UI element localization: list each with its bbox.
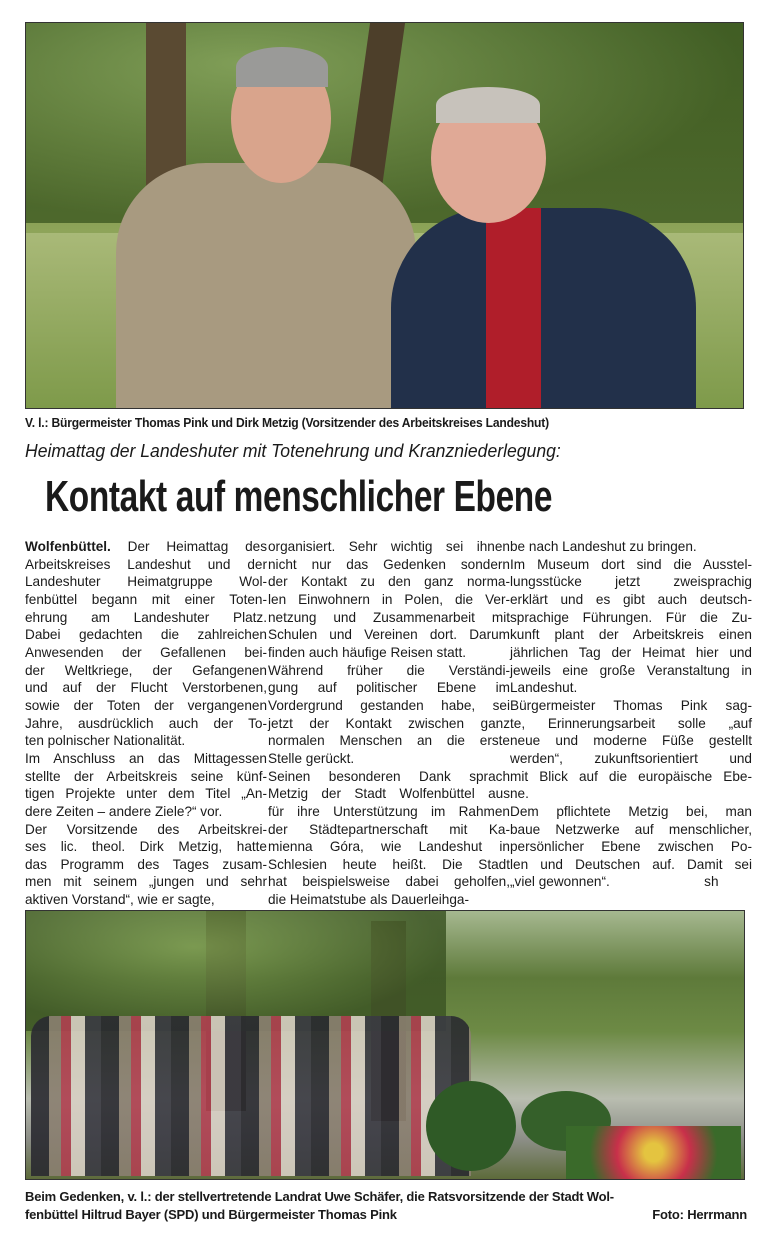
article-line: die Heimatstube als Dauerleihga-	[268, 892, 469, 908]
article-line: Dem pflichtete Metzig bei, man	[510, 803, 752, 819]
article-line: Stelle gerückt.	[268, 750, 355, 766]
article-line: len Einwohnern in Polen, die Ver-	[268, 591, 510, 607]
article-line: Wolfenbüttel. Der Heimattag des	[25, 539, 267, 554]
article-line: Metzig der Stadt Wolfenbüttel aus	[268, 786, 510, 802]
article-line: Im Anschluss an das Mittagessen	[25, 750, 267, 766]
top-photo-caption: V. l.: Bürgermeister Thomas Pink und Dirk Metzig (Vorsitzender des Arbeitskreises Landeshut)	[25, 415, 549, 430]
article-line: für ihre Unterstützung im Rahmen	[268, 803, 510, 819]
article-line: Dabei gedachten die zahlreichen	[25, 627, 267, 643]
article-line: persönlicher Ebene zwischen Po-	[510, 839, 752, 855]
article-line: „viel gewonnen“. sh	[510, 874, 719, 890]
article-line: jährlichen Tag der Heimat hier und	[510, 644, 752, 660]
article-line: der Weltkriege, der Gefangenen	[25, 662, 267, 678]
article-column-1	[25, 538, 267, 909]
article-line: mienna Góra, wie Landeshut in	[268, 839, 510, 855]
bottom-photo-caption	[25, 1188, 747, 1224]
photo-credit: Foto: Herrmann	[652, 1207, 747, 1222]
article-line: Arbeitskreises Landeshut und der	[25, 556, 267, 572]
article-line: hat beispielsweise dabei geholfen,	[268, 874, 510, 890]
article-line: aktiven Vorstand“, wie er sagte,	[25, 892, 215, 908]
article-line: Landeshut.	[510, 680, 578, 696]
article-line: fenbüttel begann mit einer Toten-	[25, 591, 267, 607]
article-line: ne.	[510, 786, 529, 802]
article-column-3	[510, 538, 752, 891]
article-line: men mit seinem „jungen und sehr	[25, 874, 267, 890]
article-line: ehrung am Landeshuter Platz.	[25, 609, 267, 625]
article-line: nicht nur das Gedenken sondern	[268, 556, 510, 572]
article-dateline: Wolfenbüttel.	[25, 539, 111, 554]
article-headline: Kontakt auf menschlicher Ebene	[45, 472, 553, 521]
article-line: das Programm des Tages zusam-	[25, 856, 267, 872]
article-line: ses lic. theol. Dirk Metzig, hatte	[25, 839, 267, 855]
article-line: Der Vorsitzende des Arbeitskrei-	[25, 821, 267, 837]
article-line: organisiert. Sehr wichtig sei ihnen	[268, 539, 510, 554]
article-line: stellte der Arbeitskreis seine künf-	[25, 768, 267, 784]
article-line: netzung und Zusammenarbeit mit	[268, 609, 510, 625]
article-line: erklärt und es gibt auch deutsch-	[510, 591, 752, 607]
article-line: Schulen und Vereinen dort. Darum	[268, 627, 510, 643]
article-line: be nach Landeshut zu bringen.	[510, 539, 697, 554]
article-line: werden“, zukunftsorientiert und	[510, 750, 752, 766]
article-line: der Städtepartnerschaft mit Ka-	[268, 821, 510, 837]
article-line: Anwesenden der Gefallenen bei-	[25, 644, 267, 660]
article-line: Schlesien heute heißt. Die Stadt	[268, 856, 510, 872]
article-line: ten polnischer Nationalität.	[25, 733, 186, 749]
article-line: jetzt der Kontakt zwischen ganz	[268, 715, 510, 731]
article-line: mit Blick auf die europäische Ebe-	[510, 768, 752, 784]
article-line: gung auf politischer Ebene im	[268, 680, 510, 696]
article-line: normalen Menschen an die erste	[268, 733, 510, 749]
article-kicker: Heimattag der Landeshuter mit Totenehrung und Kranzniederlegung:	[25, 440, 561, 461]
article-line: sprachige Führungen. Für die Zu-	[510, 609, 752, 625]
caption-line-1: Beim Gedenken, v. l.: der stellvertretende Landrat Uwe Schäfer, die Ratsvorsitzende der Stadt Wol-	[25, 1189, 614, 1204]
article-line: neue und moderne Füße gestellt	[510, 733, 752, 749]
article-line: Vordergrund gestanden habe, sei	[268, 697, 510, 713]
article-line: Seinen besonderen Dank sprach	[268, 768, 510, 784]
photo-memorial-group	[25, 910, 745, 1180]
article-line: len und Deutschen auf. Damit sei	[510, 856, 752, 872]
article-line: Während früher die Verständi-	[268, 662, 510, 678]
article-line: Jahre, ausdrücklich auch der To-	[25, 715, 267, 731]
article-line: finden auch häufige Reisen statt.	[268, 644, 466, 660]
article-line: lungsstücke jetzt zweisprachig	[510, 574, 752, 590]
article-line: tigen Projekte unter dem Titel „An-	[25, 786, 267, 802]
article-line: kunft plant der Arbeitskreis einen	[510, 627, 752, 643]
photo-two-men	[25, 22, 744, 409]
article-line: Bürgermeister Thomas Pink sag-	[510, 697, 752, 713]
article-column-2	[268, 538, 510, 909]
article-line: baue Netzwerke auf menschlicher,	[510, 821, 752, 837]
article-line: te, Erinnerungsarbeit solle „auf	[510, 715, 752, 731]
article-line: sowie der Toten der vergangenen	[25, 697, 267, 713]
article-line: der Kontakt zu den ganz norma-	[268, 574, 510, 590]
article-line: Landeshuter Heimatgruppe Wol-	[25, 574, 267, 590]
article-line: Im Museum dort sind die Ausstel-	[510, 556, 752, 572]
article-line: dere Zeiten – andere Ziele?“ vor.	[25, 803, 223, 819]
article-line: jeweils eine große Veranstaltung in	[510, 662, 752, 678]
caption-line-2: fenbüttel Hiltrud Bayer (SPD) und Bürgermeister Thomas Pink	[25, 1207, 397, 1222]
article-line: und auf der Flucht Verstorbenen,	[25, 680, 267, 696]
